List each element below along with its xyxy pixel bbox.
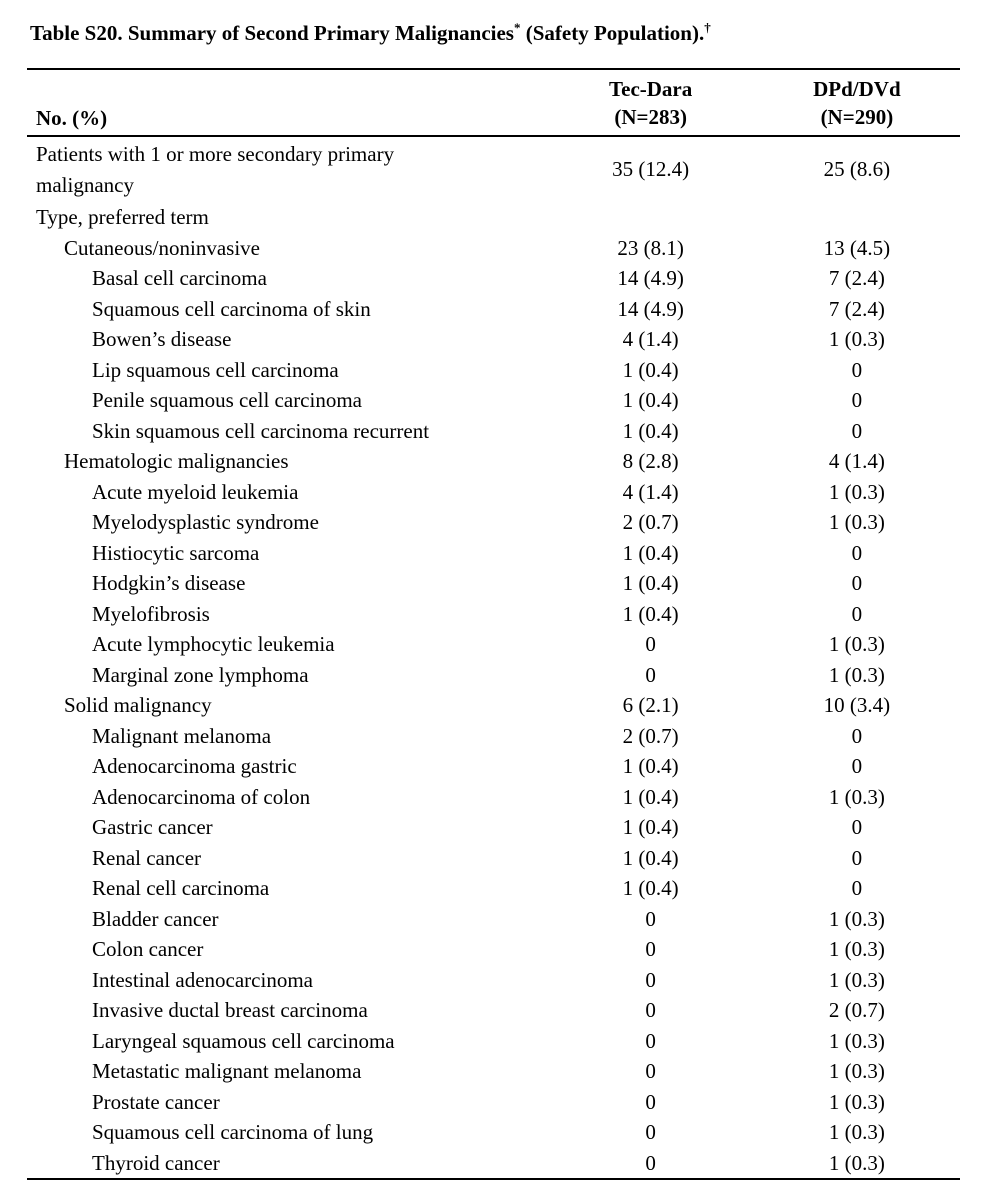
table-row <box>27 1148 960 1180</box>
dpd-dvd-value: 1 (0.3) <box>828 479 885 504</box>
row-label-text: Cutaneous/noninvasive <box>64 235 260 260</box>
table-row <box>27 751 960 782</box>
tec-dara-value: 1 (0.4) <box>622 815 679 839</box>
tec-dara-value: 1 (0.4) <box>622 845 679 870</box>
row-label-text: Bowen’s disease <box>92 327 232 351</box>
table-row <box>27 1117 960 1148</box>
table-row <box>27 873 960 904</box>
dpd-dvd-value: 0 <box>851 388 863 412</box>
table-row <box>27 355 960 386</box>
row-label-text: Malignant melanoma <box>92 723 272 748</box>
tec-dara-value: 1 (0.4) <box>622 784 679 809</box>
row-label <box>27 568 548 599</box>
column-header-dpd-dvd <box>754 69 960 136</box>
row-label-text: Invasive ductal breast carcinoma <box>92 998 368 1022</box>
row-label <box>27 507 548 538</box>
dpd-dvd-value: 1 (0.3) <box>828 327 885 351</box>
table-row <box>27 385 960 416</box>
tec-dara-value: 1 (0.4) <box>622 388 679 412</box>
column-header-dpd-dvd-name: DPd/DVd <box>813 77 901 101</box>
row-label <box>27 202 548 233</box>
row-label-text: Prostate cancer <box>92 1089 220 1114</box>
table-body <box>27 136 960 1179</box>
table-row <box>27 136 960 202</box>
dpd-dvd-value: 2 (0.7) <box>828 998 885 1022</box>
tec-dara-value: 0 <box>645 1120 656 1144</box>
column-header-tec-dara-n: (N=283) <box>614 105 687 129</box>
dpd-dvd-value: 1 (0.3) <box>828 1059 885 1083</box>
row-label <box>27 995 548 1026</box>
tec-dara-value: 4 (1.4) <box>622 479 679 504</box>
row-label <box>27 1026 548 1057</box>
footnote-marker-asterisk: * <box>513 20 521 35</box>
table-row <box>27 416 960 447</box>
dpd-dvd-value: 0 <box>851 571 863 595</box>
column-header-tec-dara <box>548 69 754 136</box>
row-label <box>27 934 548 965</box>
row-label <box>27 690 548 721</box>
dpd-dvd-value: 1 (0.3) <box>828 1150 885 1175</box>
tec-dara-value: 6 (2.1) <box>622 693 679 717</box>
table-row <box>27 477 960 508</box>
dpd-dvd-value: 1 (0.3) <box>828 662 885 687</box>
row-label-text: Colon cancer <box>92 937 204 961</box>
tec-dara-value: 0 <box>645 1028 656 1053</box>
row-label <box>27 1087 548 1118</box>
tec-dara-value: 1 (0.4) <box>622 418 679 443</box>
tec-dara-value: 0 <box>645 1089 656 1114</box>
dpd-dvd-value: 1 (0.3) <box>828 784 885 809</box>
table-row <box>27 782 960 813</box>
table-row <box>27 812 960 843</box>
row-label-text: Histiocytic sarcoma <box>92 540 260 565</box>
row-label-text: Solid malignancy <box>64 693 212 717</box>
row-label-text: Type, preferred term <box>36 205 209 229</box>
row-label <box>27 873 548 904</box>
table-row <box>27 1056 960 1087</box>
tec-dara-value: 23 (8.1) <box>617 235 684 260</box>
row-label <box>27 965 548 996</box>
row-label <box>27 385 548 416</box>
table-row <box>27 1026 960 1057</box>
dpd-dvd-value: 4 (1.4) <box>828 449 885 473</box>
row-label-text: Hematologic malignancies <box>64 449 289 473</box>
table-row <box>27 599 960 630</box>
table-row <box>27 995 960 1026</box>
dpd-dvd-value: 0 <box>851 418 863 443</box>
column-header-tec-dara-name: Tec-Dara <box>609 77 693 101</box>
table-row <box>27 965 960 996</box>
footnote-marker-dagger: † <box>704 20 711 35</box>
dpd-dvd-value: 1 (0.3) <box>828 1028 885 1053</box>
dpd-dvd-value: 10 (3.4) <box>823 693 891 717</box>
dpd-dvd-value: 0 <box>851 357 863 382</box>
table-row <box>27 1087 960 1118</box>
row-label <box>27 812 548 843</box>
row-label <box>27 446 548 477</box>
tec-dara-value: 14 (4.9) <box>617 266 684 290</box>
row-label <box>27 1148 548 1180</box>
row-label <box>27 263 548 294</box>
row-label <box>27 660 548 691</box>
row-label-text: Renal cancer <box>92 845 202 870</box>
table-row <box>27 904 960 935</box>
row-label-text: Lip squamous cell carcinoma <box>92 357 339 382</box>
tec-dara-value: 1 (0.4) <box>622 754 679 778</box>
dpd-dvd-value: 0 <box>851 876 863 900</box>
tec-dara-value: 1 (0.4) <box>622 601 679 626</box>
table-row <box>27 690 960 721</box>
row-label-text: Adenocarcinoma gastric <box>92 754 297 778</box>
table-row <box>27 568 960 599</box>
row-label <box>27 416 548 447</box>
table-row <box>27 263 960 294</box>
row-label-text: Laryngeal squamous cell carcinoma <box>92 1028 395 1053</box>
table-row <box>27 294 960 325</box>
column-header-dpd-dvd-n: (N=290) <box>820 105 894 129</box>
table-row <box>27 202 960 233</box>
header-row <box>27 69 960 136</box>
row-label-text: Skin squamous cell carcinoma recurrent <box>92 418 430 443</box>
row-label-text: Basal cell carcinoma <box>92 266 267 290</box>
dpd-dvd-value: 1 (0.3) <box>828 510 885 534</box>
row-label <box>27 538 548 569</box>
row-label-text: Hodgkin’s disease <box>92 571 246 595</box>
row-label-text: Penile squamous cell carcinoma <box>92 388 362 412</box>
tec-dara-value: 0 <box>645 906 656 931</box>
dpd-dvd-value: 0 <box>851 601 863 626</box>
tec-dara-value: 0 <box>645 967 656 992</box>
row-label <box>27 721 548 752</box>
dpd-dvd-value: 13 (4.5) <box>823 235 891 260</box>
tec-dara-value <box>548 202 754 233</box>
row-label-text: Thyroid cancer <box>92 1150 220 1175</box>
row-label-text: Patients with 1 or more secondary primary malignancy <box>36 142 395 197</box>
row-label-text: Myelodysplastic syndrome <box>92 510 319 534</box>
row-label <box>27 233 548 264</box>
table-row <box>27 538 960 569</box>
tec-dara-value: 1 (0.4) <box>622 571 679 595</box>
dpd-dvd-value: 1 (0.3) <box>828 906 885 931</box>
table-row <box>27 233 960 264</box>
row-label-text: Intestinal adenocarcinoma <box>92 967 313 992</box>
table-row <box>27 324 960 355</box>
row-label <box>27 629 548 660</box>
table-row <box>27 721 960 752</box>
row-label <box>27 355 548 386</box>
row-label-text: Renal cell carcinoma <box>92 876 270 900</box>
table-title-population: (Safety Population). <box>520 21 705 45</box>
dpd-dvd-value: 25 (8.6) <box>823 157 891 182</box>
row-label <box>27 843 548 874</box>
tec-dara-value: 1 (0.4) <box>622 876 679 900</box>
table-row <box>27 446 960 477</box>
dpd-dvd-value: 1 (0.3) <box>828 632 885 656</box>
row-label-text: Adenocarcinoma of colon <box>92 784 311 809</box>
tec-dara-value: 14 (4.9) <box>617 296 684 321</box>
dpd-dvd-value: 0 <box>851 815 863 839</box>
table-title-text: Table S20. Summary of Second Primary Malignancies <box>30 21 514 45</box>
dpd-dvd-value <box>754 202 960 233</box>
row-label <box>27 782 548 813</box>
row-label-text: Myelofibrosis <box>92 601 210 626</box>
dpd-dvd-value: 0 <box>851 754 863 778</box>
table-row <box>27 507 960 538</box>
table-row <box>27 660 960 691</box>
row-label-text: Gastric cancer <box>92 815 213 839</box>
row-label <box>27 751 548 782</box>
tec-dara-value: 2 (0.7) <box>622 510 679 534</box>
dpd-dvd-value: 1 (0.3) <box>828 937 885 961</box>
row-label <box>27 294 548 325</box>
row-label <box>27 1056 548 1087</box>
row-label <box>27 324 548 355</box>
tec-dara-value: 4 (1.4) <box>622 327 679 351</box>
row-label-text: Marginal zone lymphoma <box>92 662 309 687</box>
dpd-dvd-value: 7 (2.4) <box>828 296 885 321</box>
row-label-text: Acute lymphocytic leukemia <box>92 632 335 656</box>
row-label <box>27 477 548 508</box>
table-title <box>27 20 960 46</box>
row-label-text: Metastatic malignant melanoma <box>92 1059 362 1083</box>
tec-dara-value: 1 (0.4) <box>622 357 679 382</box>
tec-dara-value: 8 (2.8) <box>622 449 679 473</box>
dpd-dvd-value: 1 (0.3) <box>828 967 885 992</box>
dpd-dvd-value: 0 <box>851 540 863 565</box>
table-row <box>27 843 960 874</box>
dpd-dvd-value: 1 (0.3) <box>828 1120 885 1144</box>
dpd-dvd-value: 0 <box>851 723 863 748</box>
table-header <box>27 69 960 136</box>
tec-dara-value: 0 <box>645 662 656 687</box>
tec-dara-value: 0 <box>645 998 656 1022</box>
row-label-text: Squamous cell carcinoma of skin <box>92 296 371 321</box>
summary-table <box>27 68 960 1180</box>
table-row <box>27 629 960 660</box>
column-header-no-pct: No. (%) <box>36 106 108 130</box>
row-label <box>27 136 548 202</box>
tec-dara-value: 35 (12.4) <box>612 157 690 182</box>
row-label-text: Bladder cancer <box>92 906 219 931</box>
tec-dara-value: 1 (0.4) <box>622 540 679 565</box>
tec-dara-value: 2 (0.7) <box>622 723 679 748</box>
tec-dara-value: 0 <box>645 632 656 656</box>
tec-dara-value: 0 <box>645 937 656 961</box>
tec-dara-value: 0 <box>645 1059 656 1083</box>
row-label-text: Acute myeloid leukemia <box>92 479 299 504</box>
row-label-text: Squamous cell carcinoma of lung <box>92 1120 374 1144</box>
dpd-dvd-value: 1 (0.3) <box>828 1089 885 1114</box>
dpd-dvd-value: 7 (2.4) <box>828 266 885 290</box>
row-label <box>27 904 548 935</box>
row-label <box>27 599 548 630</box>
dpd-dvd-value: 0 <box>851 845 863 870</box>
table-row <box>27 934 960 965</box>
row-label <box>27 1117 548 1148</box>
tec-dara-value: 0 <box>645 1150 656 1175</box>
